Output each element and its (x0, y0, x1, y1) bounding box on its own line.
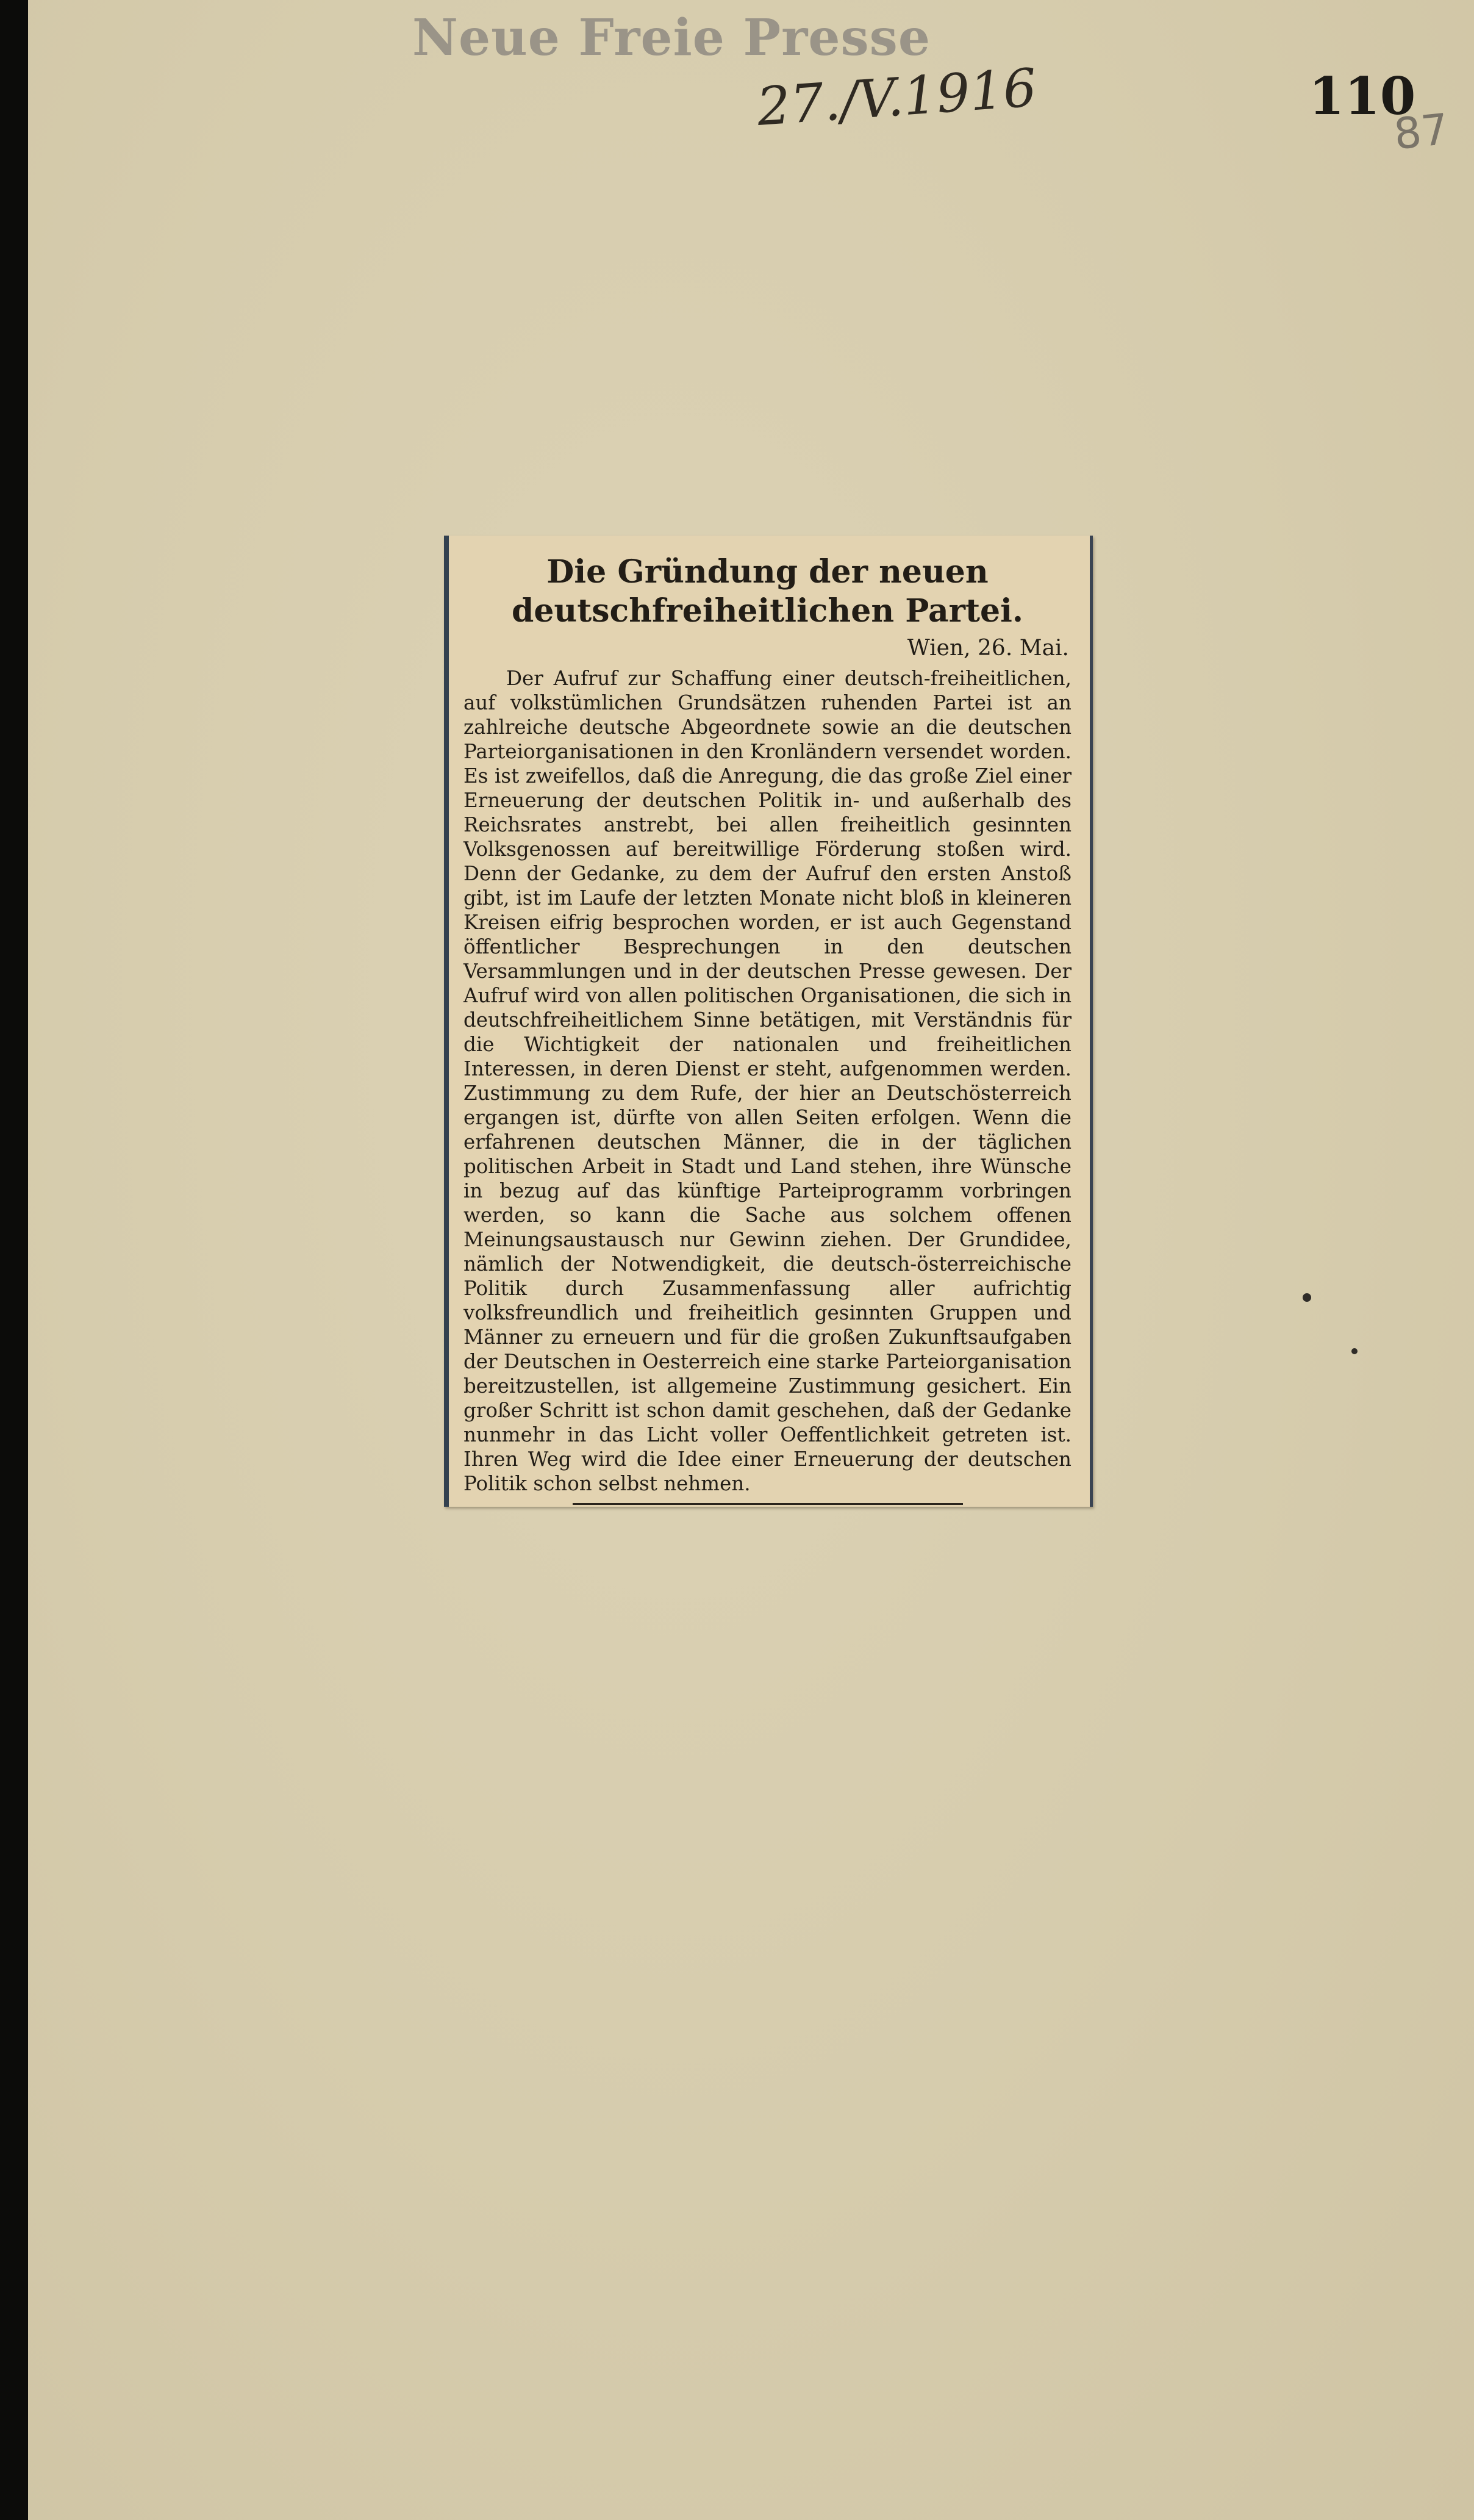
article-headline: Die Gründung der neuen deutschfreiheitlichen Partei. (511, 553, 1023, 630)
page-number: 110 (1309, 66, 1416, 126)
paper-speck (1303, 1293, 1311, 1302)
handwritten-date: 27./V.1916 (755, 57, 1039, 138)
article-body: Der Aufruf zur Schaffung einer deutsch-freiheitlichen, auf volkstümlichen Grundsätzen ruhenden Partei ist an zahlreiche deutsche Abgeordnete sowie an die deutschen Parteiorganisationen in den Kronländern versendet worden. Es ist zweifellos, daß die Anregung, die das große Ziel einer Erneuerung der deutschen Politik in- und außerhalb des Reichsrates anstrebt, bei allen freiheitlich gesinnten Volksgenossen auf bereitwillige Förderung stoßen wird. Denn der Gedanke, zu dem der Aufruf den ersten Anstoß gibt, ist im Laufe der letzten Monate nicht bloß in kleineren Kreisen eifrig besprochen worden, er ist auch Gegenstand öffentlicher Besprechungen in den deutschen Versammlungen und in der deutschen Presse gewesen. Der Aufruf wird von allen politischen Organisationen, die sich in deutschfreiheitlichem Sinne betätigen, mit Verständnis für die Wichtigkeit der nationalen und freiheitlichen Interessen, in deren Dienst er steht, aufgenommen werden. Zustimmung zu dem Rufe, der hier an Deutschösterreich ergangen ist, dürfte von allen Seiten erfolgen. Wenn die erfahrenen deutschen Männer, die in der täglichen politischen Arbeit in Stadt und Land stehen, ihre Wünsche in bezug auf das künftige Parteiprogramm vorbringen werden, so kann die Sache aus solchem offenen Meinungsaustausch nur Gewinn ziehen. Der Grundidee, nämlich der Notwendigkeit, die deutsch-österreichische Politik durch Zusammenfassung aller aufrichtig volksfreundlich und freiheitlich gesinnten Gruppen und Männer zu erneuern und für die großen Zukunftsaufgaben der Deutschen in Oesterreich eine starke Parteiorganisation bereitzustellen, ist allgemeine Zustimmung gesichert. Ein großer Schritt ist schon damit geschehen, daß der Gedanke nunmehr in das Licht voller Oeffentlichkeit getreten ist. Ihren Weg wird die Idee einer Erneuerung der deutschen Politik schon selbst nehmen. (463, 667, 1072, 1495)
archive-sheet (28, 0, 1474, 2520)
newspaper-clipping (444, 536, 1093, 1507)
pencil-number: 87 (1391, 104, 1451, 160)
end-rule (573, 1503, 963, 1505)
paper-speck (1351, 1348, 1358, 1354)
article-dateline: Wien, 26. Mai. (907, 636, 1069, 661)
newspaper-stamp: Neue Freie Presse (412, 9, 931, 67)
